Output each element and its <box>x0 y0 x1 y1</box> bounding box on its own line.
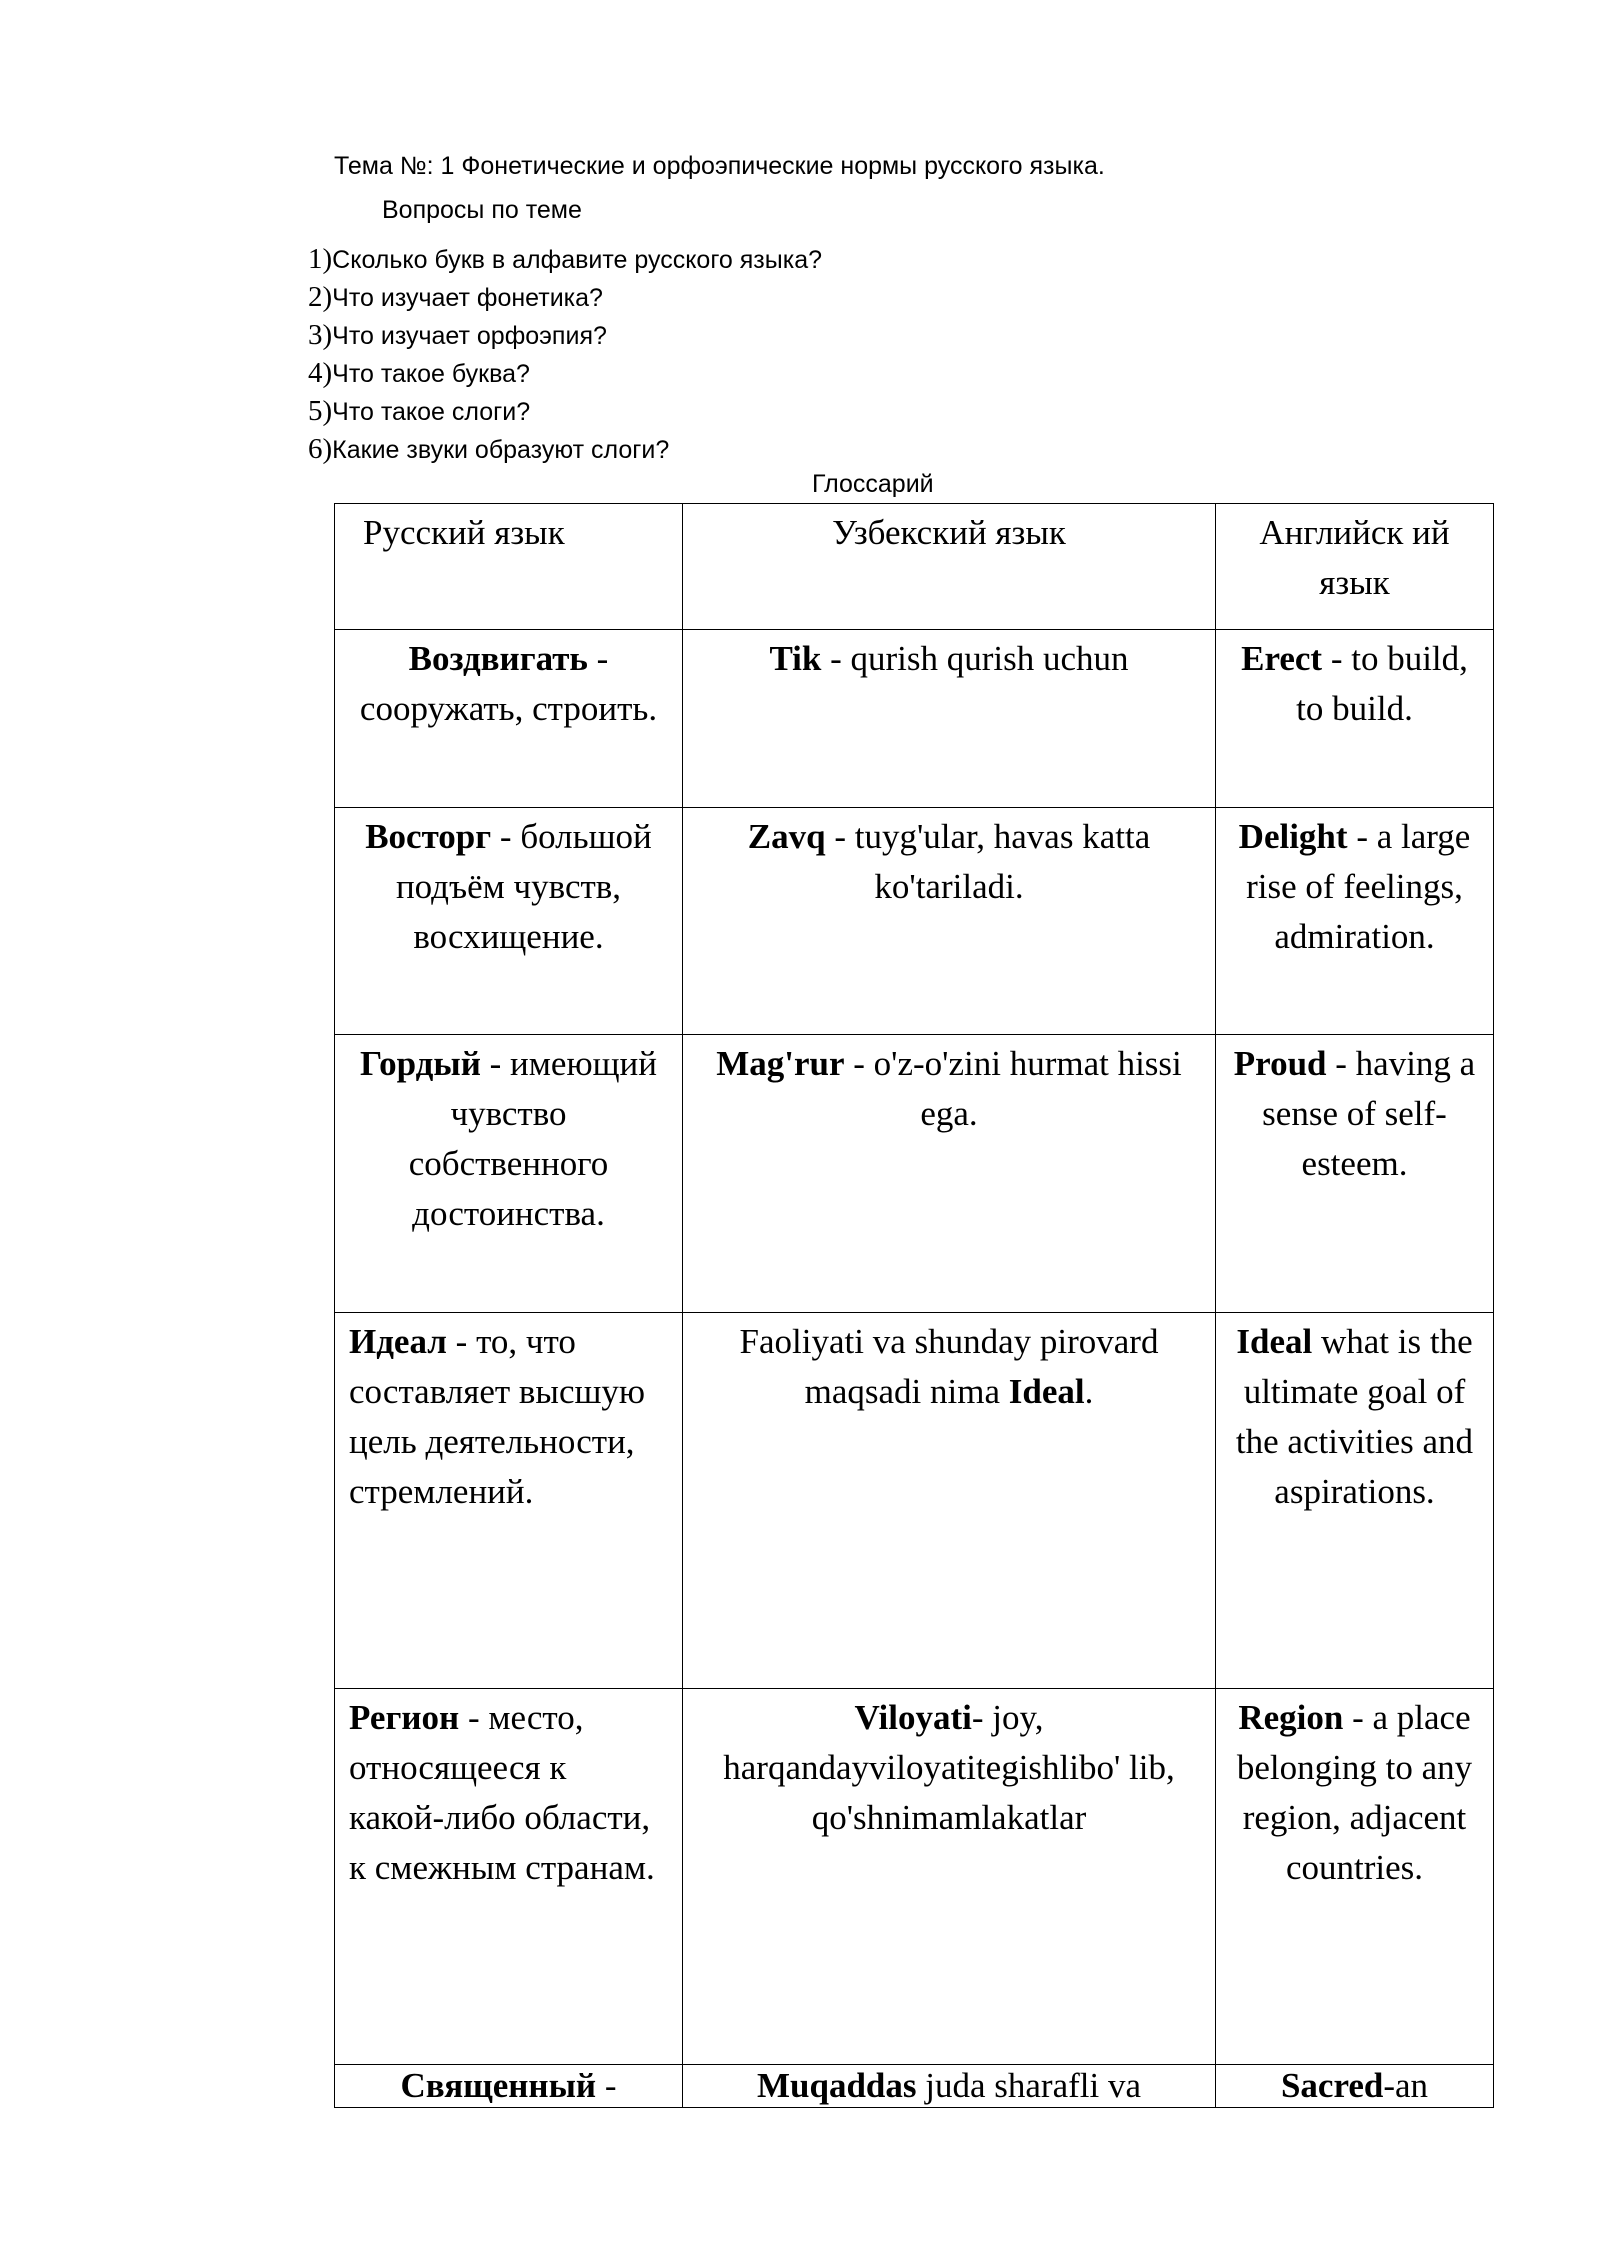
header-english: Английск ий язык <box>1216 504 1494 630</box>
en-definition: - to build, to build. <box>1296 639 1468 729</box>
en-cell <box>1216 808 1494 1035</box>
question-item <box>308 316 822 354</box>
ru-definition: - имеющий чувство собственного достоинства. <box>408 1044 658 1234</box>
en-term: Erect <box>1241 639 1323 679</box>
ru-cell <box>335 630 683 808</box>
uz-term: Muqaddas <box>756 2065 917 2105</box>
ru-cell <box>335 1035 683 1312</box>
questions-subtitle: Вопросы по теме <box>382 196 582 224</box>
uz-definition: - tuyg'ular, havas katta ko'tariladi. <box>825 817 1151 907</box>
uz-definition: - qurish qurish uchun <box>821 639 1129 679</box>
ru-cell <box>335 1688 683 2064</box>
en-term: Delight <box>1238 817 1348 857</box>
question-number: 4) <box>308 357 333 389</box>
uz-cell <box>683 808 1216 1035</box>
en-cell <box>1216 2064 1494 2107</box>
uz-prefix: Faoliyati va shunday pirovard maqsadi nima <box>739 1321 1159 1411</box>
uz-cell <box>683 1035 1216 1312</box>
ru-term: Регион <box>349 1697 460 1737</box>
question-number: 3) <box>308 319 333 351</box>
questions-list <box>308 240 822 468</box>
uz-definition: juda sharafli va <box>916 2065 1142 2105</box>
ru-definition: - место, относящееся к какой-либо области, к смежным странам. <box>349 1697 655 1887</box>
question-item <box>308 430 822 468</box>
en-definition: - a large rise of feelings, admiration. <box>1246 817 1471 957</box>
table-header-row <box>335 504 1494 630</box>
question-item <box>308 240 822 278</box>
uz-cell <box>683 1312 1216 1688</box>
ru-definition: - <box>596 2065 617 2105</box>
uz-term: Mag'rur <box>716 1044 845 1084</box>
ru-cell <box>335 1312 683 1688</box>
question-number: 1) <box>308 243 333 275</box>
ru-definition: - сооружать, строить. <box>359 639 658 729</box>
question-number: 6) <box>308 433 333 465</box>
uz-cell <box>683 630 1216 808</box>
uz-definition: - joy, harqandayviloyatitegishlibo' lib, qo'shnimamlakatlar <box>723 1697 1175 1837</box>
page-title: Тема №: 1 Фонетические и орфоэпические нормы русского языка. <box>334 152 1105 180</box>
question-number: 5) <box>308 395 333 427</box>
question-text: Какие звуки образуют слоги? <box>332 436 670 464</box>
uz-term: Viloyati <box>854 1697 972 1737</box>
uz-term: Ideal <box>1008 1371 1085 1411</box>
header-uzbek: Узбекский язык <box>683 504 1216 630</box>
question-text: Что изучает фонетика? <box>332 284 603 312</box>
en-definition: - a place belonging to any region, adjacent countries. <box>1236 1697 1473 1887</box>
en-cell <box>1216 630 1494 808</box>
table-row <box>335 1312 1494 1688</box>
ru-term: Восторг <box>365 817 492 857</box>
question-item <box>308 392 822 430</box>
en-cell <box>1216 1688 1494 2064</box>
en-definition: what is the ultimate goal of the activities and aspirations. <box>1235 1321 1474 1511</box>
question-item <box>308 354 822 392</box>
en-definition: -an <box>1383 2065 1429 2105</box>
header-russian: Русский язык <box>335 504 683 630</box>
ru-term: Гордый <box>359 1044 481 1084</box>
uz-definition: - o'z-o'zini hurmat hissi ega. <box>844 1044 1182 1134</box>
en-cell <box>1216 1312 1494 1688</box>
ru-cell <box>335 808 683 1035</box>
question-number: 2) <box>308 281 333 313</box>
ru-cell <box>335 2064 683 2107</box>
en-term: Region <box>1238 1697 1344 1737</box>
question-text: Что такое буква? <box>332 360 530 388</box>
en-term: Ideal <box>1236 1321 1313 1361</box>
ru-term: Идеал <box>349 1321 447 1361</box>
uz-definition: . <box>1084 1371 1094 1411</box>
uz-term: Zavq <box>747 817 826 857</box>
uz-cell <box>683 2064 1216 2107</box>
uz-cell <box>683 1688 1216 2064</box>
ru-definition: - то, что составляет высшую цель деятельности, стремлений. <box>349 1321 646 1511</box>
en-definition: - having a sense of self-esteem. <box>1262 1044 1476 1184</box>
en-term: Sacred <box>1280 2065 1384 2105</box>
question-text: Сколько букв в алфавите русского языка? <box>332 246 823 274</box>
uz-term: Tik <box>769 639 822 679</box>
glossary-table <box>334 503 1494 2108</box>
ru-term: Священный <box>400 2065 597 2105</box>
table-row <box>335 630 1494 808</box>
ru-definition: - большой подъём чувств, восхищение. <box>395 817 652 957</box>
glossary-heading: Глоссарий <box>812 470 934 498</box>
en-cell <box>1216 1035 1494 1312</box>
question-item <box>308 278 822 316</box>
table-row <box>335 1688 1494 2064</box>
ru-term: Воздвигать <box>408 639 588 679</box>
table-row <box>335 1035 1494 1312</box>
table-row <box>335 808 1494 1035</box>
table-row <box>335 2064 1494 2107</box>
question-text: Что изучает орфоэпия? <box>332 322 607 350</box>
en-term: Proud <box>1233 1044 1327 1084</box>
question-text: Что такое слоги? <box>332 398 531 426</box>
